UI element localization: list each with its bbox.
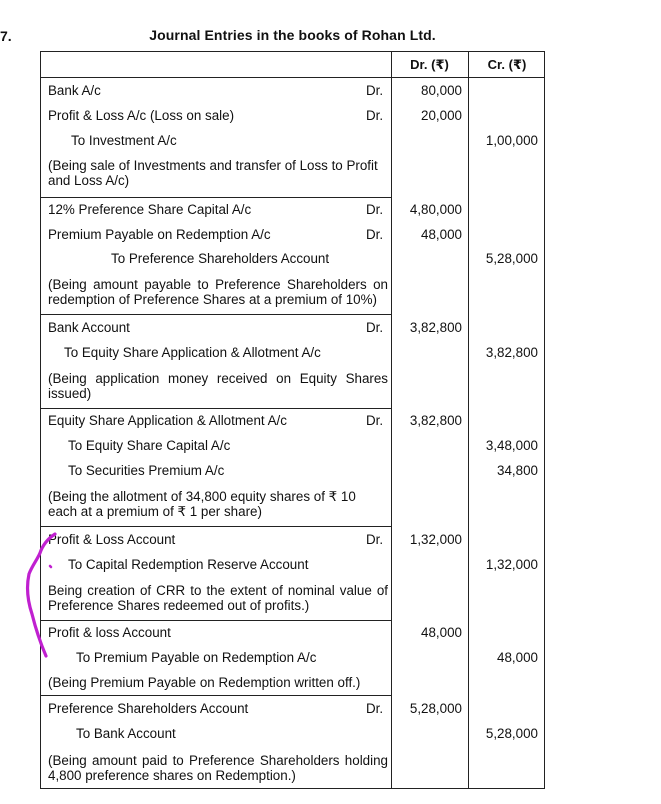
credit-amount: 1,00,000 xyxy=(485,133,538,148)
narration: (Being amount paid to Preference Shareholders holding 4,800 preference shares on Redemption.) xyxy=(48,753,388,783)
account-line: Equity Share Application & Allotment A/c xyxy=(48,413,287,428)
account-line: To Bank Account xyxy=(76,726,176,741)
credit-amount: 5,28,000 xyxy=(485,251,538,266)
dr-marker: Dr. xyxy=(366,701,384,716)
account-line: To Preference Shareholders Account xyxy=(111,251,330,266)
account-line: To Investment A/c xyxy=(71,133,177,148)
debit-amount: 80,000 xyxy=(421,83,462,98)
column-divider xyxy=(468,52,469,788)
credit-amount: 3,82,800 xyxy=(485,345,538,360)
entry-divider xyxy=(41,695,391,696)
credit-amount: 5,28,000 xyxy=(485,726,538,741)
narration: Being creation of CRR to the extent of nominal value of Preference Shares redeemed out of profits.) xyxy=(48,583,388,613)
account-line: To Premium Payable on Redemption A/c xyxy=(76,650,317,665)
narration: (Being the allotment of 34,800 equity shares of ₹ 10 each at a premium of ₹ 1 per share) xyxy=(48,489,356,519)
credit-header: Cr. (₹) xyxy=(487,57,527,72)
question-number: 7. xyxy=(0,28,12,44)
dr-marker: Dr. xyxy=(366,202,384,217)
entry-divider xyxy=(41,526,391,527)
debit-amount: 20,000 xyxy=(421,108,462,123)
account-line: To Capital Redemption Reserve Account xyxy=(68,557,309,572)
credit-amount: 1,32,000 xyxy=(485,557,538,572)
account-line: Bank A/c xyxy=(48,83,101,98)
account-line: Premium Payable on Redemption A/c xyxy=(48,227,271,242)
dr-marker: Dr. xyxy=(366,320,384,335)
dr-marker: Dr. xyxy=(366,83,384,98)
debit-amount: 3,82,800 xyxy=(409,413,462,428)
entry-divider xyxy=(41,314,391,315)
dr-marker: Dr. xyxy=(366,532,384,547)
narration: (Being amount payable to Preference Shareholders on redemption of Preference Shares at a premium of 10%) xyxy=(48,277,388,307)
narration: (Being application money received on Equity Shares issued) xyxy=(48,371,388,401)
entry-divider xyxy=(41,620,391,621)
dr-marker: Dr. xyxy=(366,108,384,123)
account-line: Profit & loss Account xyxy=(48,625,171,640)
credit-amount: 34,800 xyxy=(497,463,538,478)
debit-amount: 1,32,000 xyxy=(409,532,462,547)
account-line: Preference Shareholders Account xyxy=(48,701,249,716)
credit-amount: 3,48,000 xyxy=(485,438,538,453)
account-line: 12% Preference Share Capital A/c xyxy=(48,202,252,217)
debit-amount: 4,80,000 xyxy=(409,202,462,217)
account-line: Profit & Loss Account xyxy=(48,532,176,547)
debit-amount: 48,000 xyxy=(421,625,462,640)
account-line: Profit & Loss A/c (Loss on sale) xyxy=(48,108,235,123)
debit-amount: 5,28,000 xyxy=(409,701,462,716)
narration: (Being sale of Investments and transfer of Loss to Profit and Loss A/c) xyxy=(48,158,378,188)
account-line: Bank Account xyxy=(48,320,130,335)
account-line: To Equity Share Capital A/c xyxy=(68,438,231,453)
entry-divider xyxy=(41,197,391,198)
credit-amount: 48,000 xyxy=(497,650,538,665)
journal-table xyxy=(40,51,545,789)
header-divider xyxy=(41,77,544,78)
account-line: To Equity Share Application & Allotment A/c xyxy=(64,345,321,360)
dr-marker: Dr. xyxy=(366,413,384,428)
entry-divider xyxy=(41,408,391,409)
page-title: Journal Entries in the books of Rohan Ltd. xyxy=(149,27,436,43)
narration: (Being Premium Payable on Redemption written off.) xyxy=(48,675,361,690)
account-line: To Securities Premium A/c xyxy=(68,463,225,478)
debit-amount: 48,000 xyxy=(421,227,462,242)
debit-amount: 3,82,800 xyxy=(409,320,462,335)
debit-header: Dr. (₹) xyxy=(410,57,449,72)
dr-marker: Dr. xyxy=(366,227,384,242)
